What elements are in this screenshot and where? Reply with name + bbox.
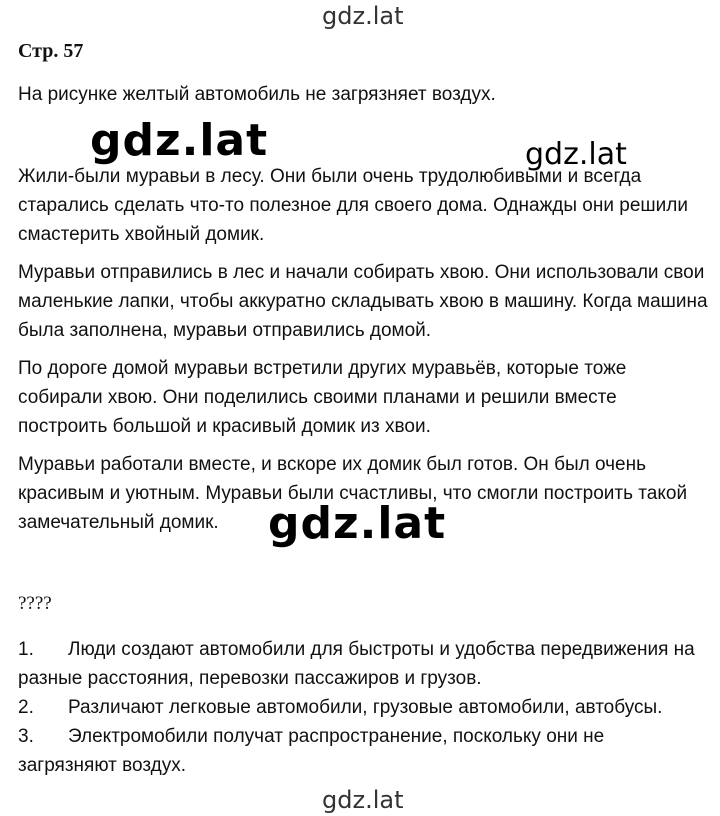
story-paragraph-3: По дороге домой муравьи встретили других муравьёв, которые тоже собирали хвою. Они поделились своими планами и решили вместе построить большой и красивый домик из хвои. — [18, 358, 627, 437]
answer-text: Различают легковые автомобили, грузовые автомобили, автобусы. — [68, 697, 663, 718]
answer-number: 1. — [18, 639, 34, 660]
story-paragraph-2: Муравьи отправились в лес и начали собирать хвою. Они использовали свои маленькие лапки, чтобы аккуратно складывать хвою в машину. Когда машина была заполнена, муравьи отправились домой. — [18, 262, 708, 341]
answer-number: 2. — [18, 697, 34, 718]
story-paragraph-1: Жили-были муравьи в лесу. Они были очень трудолюбивыми и всегда старались сделать что-то полезное для своего дома. Однажды они решили смастерить хвойный домик. — [18, 166, 688, 245]
watermark-middle: gdz.lat — [268, 498, 447, 549]
answer-number: 3. — [18, 726, 34, 747]
story-paragraph-4: Муравьи работали вместе, и вскоре их домик был готов. Он был очень красивым и уютным. Муравьи были счастливы, что смогли построить такой замечательный домик. — [18, 454, 688, 533]
section-marker: ???? — [18, 593, 52, 614]
answers-list — [18, 635, 708, 780]
answer-text: Люди создают автомобили для быстроты и удобства передвижения на разные расстояния, перевозки пассажиров и грузов. — [18, 639, 695, 689]
watermark-big-left: gdz.lat — [90, 115, 269, 166]
watermark-top: gdz.lat — [322, 2, 404, 30]
answer-text: Электромобили получат распространение, поскольку они не загрязняют воздух. — [18, 726, 605, 776]
answer-item-1 — [18, 635, 708, 693]
watermark-bottom: gdz.lat — [322, 786, 404, 814]
page-heading: Стр. 57 — [18, 40, 84, 62]
answer-item-3 — [18, 722, 708, 780]
intro-text: На рисунке желтый автомобиль не загрязняет воздух. — [18, 84, 496, 105]
answer-item-2 — [18, 693, 708, 722]
watermark-right: gdz.lat — [525, 137, 627, 172]
